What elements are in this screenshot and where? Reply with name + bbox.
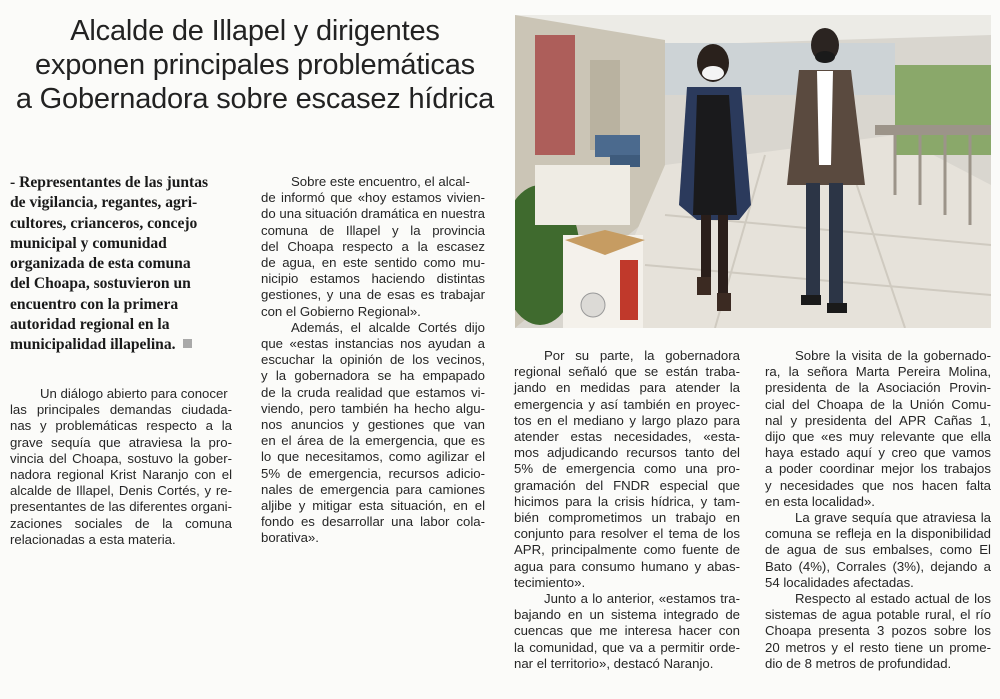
body-line: escuchar la opinión de los vecinos, <box>261 352 485 368</box>
photo-illustration <box>515 15 991 328</box>
body-line: comuna se refleja en la disponibilidad <box>765 526 991 542</box>
body-line: de agua de sus embalses, como El <box>765 542 991 558</box>
end-square-icon <box>183 339 192 348</box>
body-line: nal y presidenta del APR Cañas 1, <box>765 412 991 428</box>
body-line: Respecto al estado actual de los <box>795 591 991 607</box>
body-line: Sobre la visita de la gobernado- <box>795 348 991 363</box>
lead-line: del Choapa, sostuvieron un <box>10 275 191 293</box>
body-line: mos adjudicando recursos tanto del <box>514 445 740 461</box>
body-line: aljibe y mitigar esta situación, en el <box>261 498 485 514</box>
lead-line: autoridad regional en la <box>10 316 170 334</box>
body-line: cial del Choapa de la Unión Comu- <box>765 396 991 412</box>
lead-line: - Representantes de las juntas <box>10 174 209 191</box>
body-line: de informó que «hoy estamos vivien- <box>261 190 485 206</box>
headline-line: a Gobernadora sobre escasez hídrica <box>15 83 495 115</box>
body-line: atender estas necesidades, «esta- <box>514 429 740 445</box>
body-line: gestiones, y una de esas es trabajar <box>261 287 485 303</box>
lead-line: organizada de esta comuna <box>10 255 191 273</box>
body-line: Por su parte, la gobernadora <box>544 348 740 363</box>
body-line: relacionadas a esta materia. <box>10 531 176 547</box>
body-line: fondo es desarrollar una labor cola- <box>261 514 485 530</box>
body-line: zaciones sociales de la comuna <box>10 515 232 531</box>
body-line: y la gobernadora se ha empapado <box>261 368 485 384</box>
body-line: comuna de Illapel y la provincia <box>261 222 485 238</box>
headline-line: Alcalde de Illapel y dirigentes <box>70 15 440 47</box>
body-line: haya estado aquí y creo que vamos <box>765 445 991 461</box>
body-line: de agua, en este sentido como mu- <box>261 255 485 271</box>
body-line: tos en el mediano y largo plazo para <box>514 412 740 428</box>
body-line: sistemas de agua potable rural, el río <box>765 607 991 623</box>
body-line: nadora regional Krist Naranjo con el <box>10 467 232 483</box>
body-line: bajando en un sistema integrado de <box>514 607 740 623</box>
body-line: presidenta de la Asociación Provin- <box>765 380 991 396</box>
body-line: presentantes de las diferentes organi- <box>10 499 232 515</box>
body-line: 5% de emergencia como una pro- <box>514 461 740 477</box>
body-line: nos anuncios y gestiones que van <box>261 417 485 433</box>
column-3 <box>514 348 740 672</box>
body-line: lo que necesitamos, como agilizar el <box>261 449 485 465</box>
column-2 <box>261 174 485 547</box>
lead-line: municipal y comunidad <box>10 234 167 252</box>
body-line: regional señaló que se están traba- <box>514 364 740 380</box>
lead-line: de vigilancia, regantes, agri- <box>10 194 198 212</box>
headline <box>10 14 500 116</box>
body-line: Choapa presenta 3 pozos sobre los <box>765 623 991 639</box>
body-line: agua para consumo humano y abas- <box>514 558 740 574</box>
body-line: do una situación dramática en nuestra <box>261 206 485 222</box>
body-line: 5% de emergencia, recursos adicio- <box>261 465 485 481</box>
body-line: tecimiento». <box>514 574 586 590</box>
body-line: Bato (4%), Corrales (3%), dejando a <box>765 558 991 574</box>
body-line: de la cruda realidad que estamos vi- <box>261 384 485 400</box>
body-line: que «estas instancias nos ayudan a <box>261 336 485 352</box>
body-line: a poder coordinar mejor los trabajos <box>765 461 991 477</box>
column-1 <box>10 386 232 548</box>
news-photo <box>515 15 991 328</box>
body-line: viendo, pero también ha hecho algu- <box>261 400 485 416</box>
body-line: Además, el alcalde Cortés dijo <box>291 319 485 335</box>
lead-line: municipalidad illapelina. <box>10 336 176 354</box>
lead-line: cultores, crianceros, concejo <box>10 214 198 232</box>
body-line: nas y problemáticas respecto a la <box>10 418 232 434</box>
body-line: hicimos para la crisis hídrica, y tam- <box>514 493 740 509</box>
body-line: en esta localidad». <box>765 493 875 509</box>
body-line: Un diálogo abierto para conocer <box>40 386 228 401</box>
lead-summary <box>10 173 238 356</box>
body-line: la comunidad, que va a permitir orde- <box>514 639 740 655</box>
body-line: borativa». <box>261 530 319 546</box>
body-line: Sobre este encuentro, el alcal- <box>291 174 470 189</box>
body-line: nicipio estamos haciendo distintas <box>261 271 485 287</box>
body-line: gramación del FNDR especial que <box>514 477 740 493</box>
body-line: nar el territorio», destacó Naranjo. <box>514 655 714 671</box>
body-line: dio de 8 metros de profundidad. <box>765 655 952 671</box>
lead-last-line <box>10 335 238 355</box>
body-line: bién comprometimos un trabajo en <box>514 510 740 526</box>
body-line: las principales demandas ciudada- <box>10 402 232 418</box>
body-line: alcalde de Illapel, Denis Cortés, y re- <box>10 483 232 499</box>
body-line: del Choapa respecto a la escasez <box>261 238 485 254</box>
body-line: dijo que «es muy relevante que ella <box>765 429 991 445</box>
body-line: cuencas que me interesa hacer con <box>514 623 740 639</box>
column-4 <box>765 348 991 672</box>
lead-line: encuentro con la primera <box>10 295 179 313</box>
body-line: ra, la señora Marta Pereira Molina, <box>765 364 991 380</box>
body-line: con el Gobierno Regional». <box>261 303 421 319</box>
body-line: emergencia y así también en proyec- <box>514 396 740 412</box>
body-line: vincia del Choapa, sostuvo la gober- <box>10 450 232 466</box>
body-line: nales de emergencia para camiones <box>261 481 485 497</box>
body-line: Junto a lo anterior, «estamos tra- <box>544 591 740 607</box>
body-line: grave sequía que atraviesa la pro- <box>10 434 232 450</box>
body-line: APR, principalmente como fuente de <box>514 542 740 558</box>
body-line: y necesidades que nos hacen falta <box>765 477 991 493</box>
body-line: La grave sequía que atraviesa la <box>795 510 991 526</box>
body-line: 54 localidades afectadas. <box>765 574 914 590</box>
body-line: conjunto para resolver el tema de los <box>514 526 740 542</box>
body-line: en el área de la emergencia, que es <box>261 433 485 449</box>
body-line: jando en medidas para atender la <box>514 380 740 396</box>
body-line: 20 metros y el resto tiene un prome- <box>765 639 991 655</box>
headline-line: exponen principales problemáticas <box>35 49 475 81</box>
